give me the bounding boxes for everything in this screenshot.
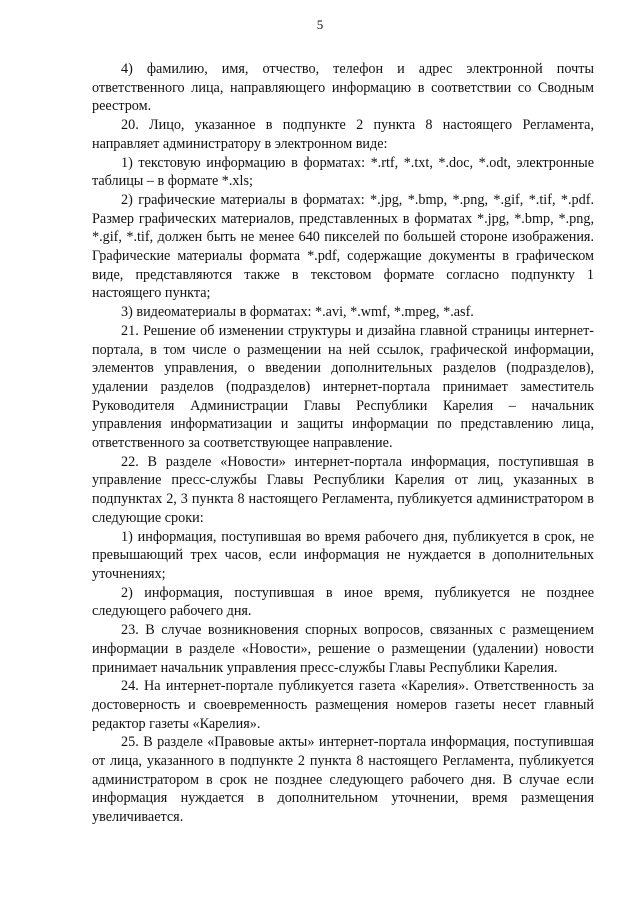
document-body xyxy=(92,60,594,827)
page-number: 5 xyxy=(316,17,324,32)
paragraph-item-3-video-formats: 3) видеоматериалы в форматах: *.avi, *.wmf, *.mpeg, *.asf. xyxy=(121,304,474,321)
paragraph-item-2-other-time: 2) информация, поступившая в иное время, публикуется не позднее следующего рабочего дня. xyxy=(92,584,594,620)
paragraph-clause-25: 25. В разделе «Правовые акты» интернет-портала информация, поступившая от лица, указанного в подпункте 2 пункта 8 настоящего Регламента, публикуется администратором в срок не позднее следующего рабочего дня. В случае если информация нуждается в дополнительном уточнении, время размещения увеличивается. xyxy=(92,734,594,826)
paragraph-item-1-text-formats: 1) текстовую информацию в форматах: *.rtf, *.txt, *.doc, *.odt, электронные таблицы – в формате *.xls; xyxy=(92,154,594,190)
paragraph-item-1-working-hours: 1) информация, поступившая во время рабочего дня, публикуется в срок, не превышающий трех часов, если информация не нуждается в дополнительных уточнениях; xyxy=(92,528,594,582)
paragraph-clause-21: 21. Решение об изменении структуры и дизайна главной страницы интернет-портала, в том числе о размещении на ней ссылок, графической информации, элементов управления, о введении дополнительных разделов (подразделов), удалении разделов (подразделов) интернет-портала принимает заместитель Руководителя Администрации Главы Республики Карелия – начальник управления информатизации и защиты информации по представлению лица, ответственного за соответствующее направление. xyxy=(92,322,594,452)
paragraph-clause-22: 22. В разделе «Новости» интернет-портала информация, поступившая в управление пресс-службы Главы Республики Карелия от лиц, указанных в подпунктах 2, 3 пункта 8 настоящего Регламента, публикуется администратором в следующие сроки: xyxy=(92,453,594,526)
paragraph-clause-24: 24. На интернет-портале публикуется газета «Карелия». Ответственность за достоверность и своевременность размещения номеров газеты несет главный редактор газеты «Карелия». xyxy=(92,678,594,732)
paragraph-item-4-contact-info: 4) фамилию, имя, отчество, телефон и адрес электронной почты ответственного лица, направляющего информацию в соответствии со Сводным реестром. xyxy=(92,61,594,115)
paragraph-clause-20: 20. Лицо, указанное в подпункте 2 пункта 8 настоящего Регламента, направляет администратору в электронном виде: xyxy=(92,117,594,152)
paragraph-item-2-graphic-formats: 2) графические материалы в форматах: *.jpg, *.bmp, *.png, *.gif, *.tif, *.pdf. Размер графических материалов, представленных в форматах *.jpg, *.bmp, *.png, *.gif, *.tif, должен быть не менее 640 пикселей по большей стороне изображения. Графические материалы формата *.pdf, содержащие документы в графическом виде, представляются также в текстовом формате согласно подпункту 1 настоящего пункта; xyxy=(92,191,594,302)
paragraph-clause-23: 23. В случае возникновения спорных вопросов, связанных с размещением информации в разделе «Новости», решение о размещении (удалении) новости принимает начальник управления пресс-службы Главы Республики Карелия. xyxy=(92,622,594,676)
